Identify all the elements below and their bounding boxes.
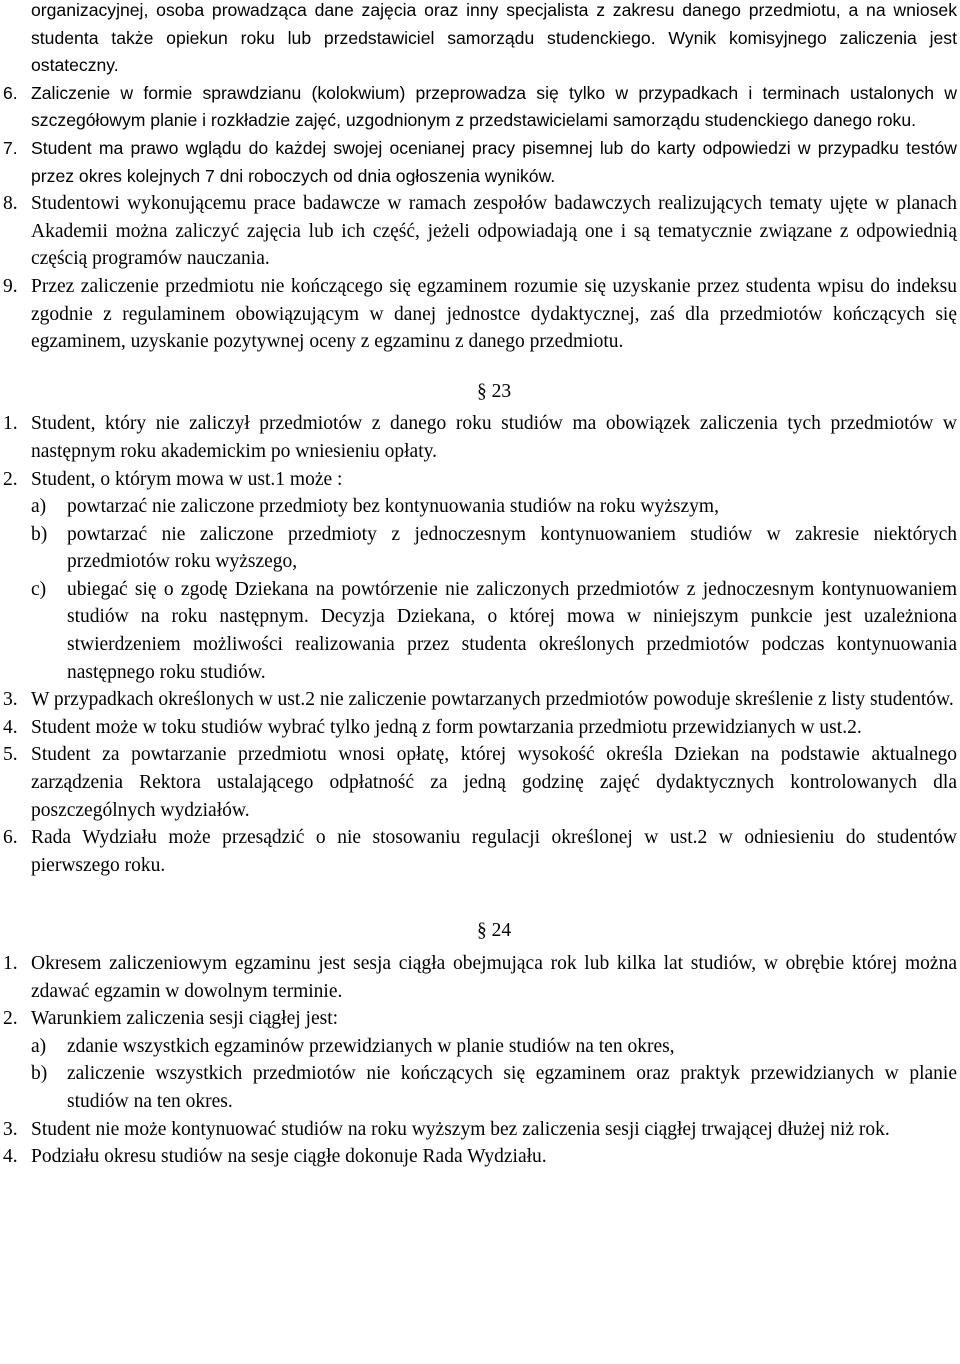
item-number: 2. [3, 468, 18, 490]
subitem-text: powtarzać nie zaliczone przedmioty bez kontynuowania studiów na roku wyższym, [67, 496, 719, 518]
item-text: Studentowi wykonującemu prace badawcze w ramach zespołów badawczych realizujących tematy ujęte w planach Akademii można zaliczyć zajęcia lub ich część, jeżeli odpowiadają one i są tematycznie związane z odpowiednią częścią programów nauczania. [31, 193, 957, 270]
item-text: Student ma prawo wglądu do każdej swojej ocenianej pracy pisemnej lub do karty odpowiedzi w przypadku testów przez okres kolejnych 7 dni roboczych od dnia ogłoszenia wyników. [31, 137, 957, 186]
subitem-text: ubiegać się o zgodę Dziekana na powtórzenie nie zaliczonych przedmiotów z jednoczesnym kontynuowaniem studiów na roku następnym. Decyzja Dziekana, o której mowa w niniejszym punkcie jest uzależniona stwierdzeniem możliwości realizowania przez studenta określonych przedmiotów podczas kontynuowania następnego roku studiów. [67, 578, 957, 683]
subitem-letter: b) [31, 523, 48, 545]
item-number: 8. [3, 193, 18, 215]
intro-paragraph: organizacyjnej, osoba prowadząca dane zajęcia oraz inny specjalista z zakresu danego przedmiotu, a na wniosek studenta także opiekun roku lub przedstawiciel samorządu studenckiego. Wynik komisyjnego zaliczenia jest ostateczny. [31, 0, 957, 76]
sec22-item-7 [0, 135, 960, 190]
sec23-item-1 [0, 410, 960, 465]
section-heading-24: § 24 [476, 920, 512, 942]
item-text: Rada Wydziału może przesądzić o nie stosowaniu regulacji określonej w ust.2 w odniesieniu do studentów pierwszego roku. [31, 827, 957, 876]
subitem-letter: b) [31, 1063, 48, 1085]
item-number: 2. [3, 1008, 18, 1030]
item-number: 4. [3, 716, 18, 738]
item-text: Student, o którym mowa w ust.1 może : [31, 468, 343, 490]
sec23-subitem-c [0, 576, 960, 686]
sec23-item-5 [0, 741, 960, 824]
sec23-item-4 [0, 714, 960, 742]
sec24-subitem-a [0, 1033, 960, 1061]
subitem-text: powtarzać nie zaliczone przedmioty z jednoczesnym kontynuowaniem studiów w zakresie niektórych przedmiotów roku wyższego, [67, 523, 957, 573]
subitem-letter: c) [31, 578, 47, 600]
item-text: Student, który nie zaliczył przedmiotów z danego roku studiów ma obowiązek zaliczenia tych przedmiotów w następnym roku akademickim po wniesieniu opłaty. [31, 413, 957, 462]
sec23-item-3 [0, 686, 960, 714]
sec23-item-2 [0, 466, 960, 494]
item-text: Student nie może kontynuować studiów na roku wyższym bez zaliczenia sesji ciągłej trwającej dłużej niż rok. [31, 1118, 890, 1140]
item-number: 4. [3, 1146, 18, 1168]
subitem-text: zdanie wszystkich egzaminów przewidzianych w planie studiów na ten okres, [67, 1035, 675, 1057]
subitem-letter: a) [31, 496, 47, 518]
sec22-item-8 [0, 190, 960, 273]
item-number: 7. [3, 137, 18, 158]
item-number: 6. [3, 827, 18, 849]
item-text: Podziału okresu studiów na sesje ciągłe dokonuje Rada Wydziału. [31, 1146, 547, 1168]
sec23-subitem-a [0, 493, 960, 521]
sec24-item-3 [0, 1116, 960, 1144]
item-number: 1. [3, 413, 18, 435]
item-text: Warunkiem zaliczenia sesji ciągłej jest: [31, 1008, 339, 1030]
item-number: 6. [3, 82, 18, 103]
item-text: Student może w toku studiów wybrać tylko jedną z form powtarzania przedmiotu przewidzianych w ust.2. [31, 716, 862, 738]
sec24-item-2 [0, 1005, 960, 1033]
item-text: Przez zaliczenie przedmiotu nie kończącego się egzaminem rozumie się uzyskanie przez studenta wpisu do indeksu zgodnie z regulaminem obowiązującym w danej jednostce dydaktycznej, zaś dla przedmiotów kończących się egzaminem, uzyskanie pozytywnej oceny z egzaminu z danego przedmiotu. [31, 275, 957, 353]
item-number: 9. [3, 275, 18, 297]
item-number: 3. [3, 1118, 18, 1140]
item-number: 1. [3, 953, 18, 974]
subitem-letter: a) [31, 1035, 47, 1057]
sec22-item-6 [0, 80, 960, 135]
sec24-item-1 [0, 950, 960, 1005]
sec23-item-6 [0, 824, 960, 879]
item-text: Okresem zaliczeniowym egzaminu jest sesja ciągła obejmująca rok lub kilka lat studiów, w obrębie której można zdawać egzamin w dowolnym terminie. [31, 953, 957, 1002]
item-number: 5. [3, 744, 18, 766]
sec24-subitem-b [0, 1060, 960, 1115]
item-text: W przypadkach określonych w ust.2 nie zaliczenie powtarzanych przedmiotów powoduje skreślenie z listy studentów. [31, 689, 954, 711]
item-number: 3. [3, 689, 18, 711]
subitem-text: zaliczenie wszystkich przedmiotów nie kończących się egzaminem oraz praktyk przewidzianych w planie studiów na ten okres. [67, 1063, 957, 1112]
sec24-item-4 [0, 1143, 960, 1171]
item-text: Student za powtarzanie przedmiotu wnosi opłatę, której wysokość określa Dziekan na podstawie aktualnego zarządzenia Rektora ustalającego odpłatność za jedną godzinę zajęć dydaktycznych kontrolowanych dla poszczególnych wydziałów. [31, 744, 957, 821]
sec23-subitem-b [0, 521, 960, 576]
item-text: Zaliczenie w formie sprawdzianu (kolokwium) przeprowadza się tylko w przypadkach i terminach ustalonych w szczegółowym planie i rozkładzie zajęć, uzgodnionym z przedstawicielami samorządu studenckiego danego roku. [31, 82, 957, 131]
section-heading-23: § 23 [476, 380, 512, 402]
sec22-item-9 [0, 273, 960, 356]
